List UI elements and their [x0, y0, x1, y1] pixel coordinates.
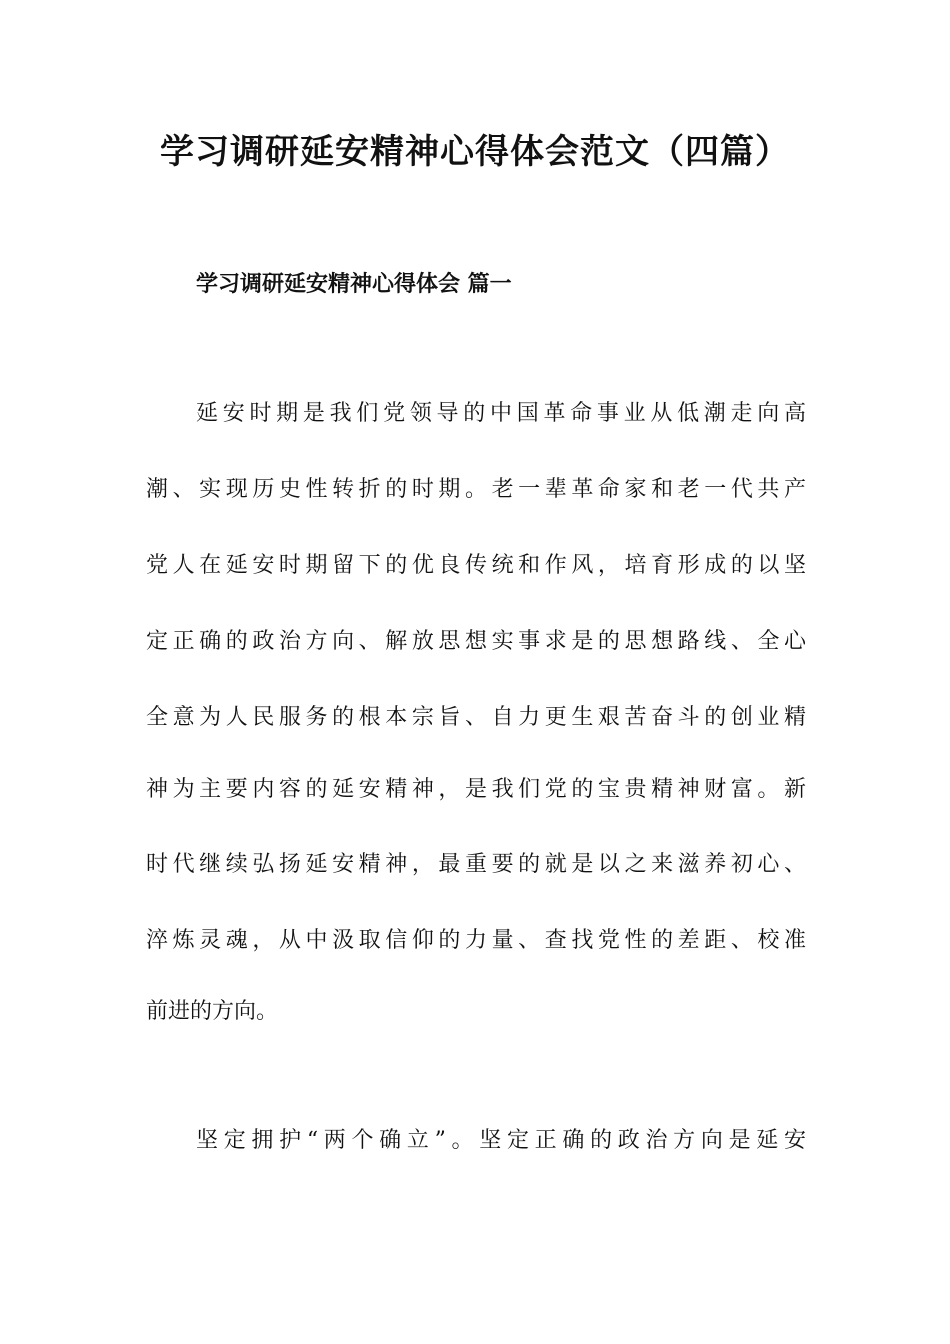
paragraph-line: 前进的方向。: [146, 999, 279, 1024]
paragraph-line: 全意为人民服务的根本宗旨、自力更生艰苦奋斗的创业精: [146, 705, 806, 730]
paragraph-line: 党人在延安时期留下的优良传统和作风，培育形成的以坚: [146, 553, 806, 578]
document-title: 学习调研延安精神心得体会范文（四篇）: [160, 132, 790, 172]
paragraph-line: 时代继续弘扬延安精神，最重要的就是以之来滋养初心、: [146, 852, 806, 877]
paragraph-line: 神为主要内容的延安精神，是我们党的宝贵精神财富。新: [146, 777, 806, 802]
paragraph-line: 淬炼灵魂，从中汲取信仰的力量、查找党性的差距、校准: [146, 928, 806, 953]
paragraph-line: 延安时期是我们党领导的中国革命事业从低潮走向高: [196, 401, 806, 426]
section-heading: 学习调研延安精神心得体会 篇一: [196, 272, 512, 297]
paragraph-line: 坚定拥护“两个确立”。坚定正确的政治方向是延安: [196, 1128, 806, 1153]
paragraph-line: 定正确的政治方向、解放思想实事求是的思想路线、全心: [146, 629, 806, 654]
paragraph-line: 潮、实现历史性转折的时期。老一辈革命家和老一代共产: [146, 477, 806, 502]
